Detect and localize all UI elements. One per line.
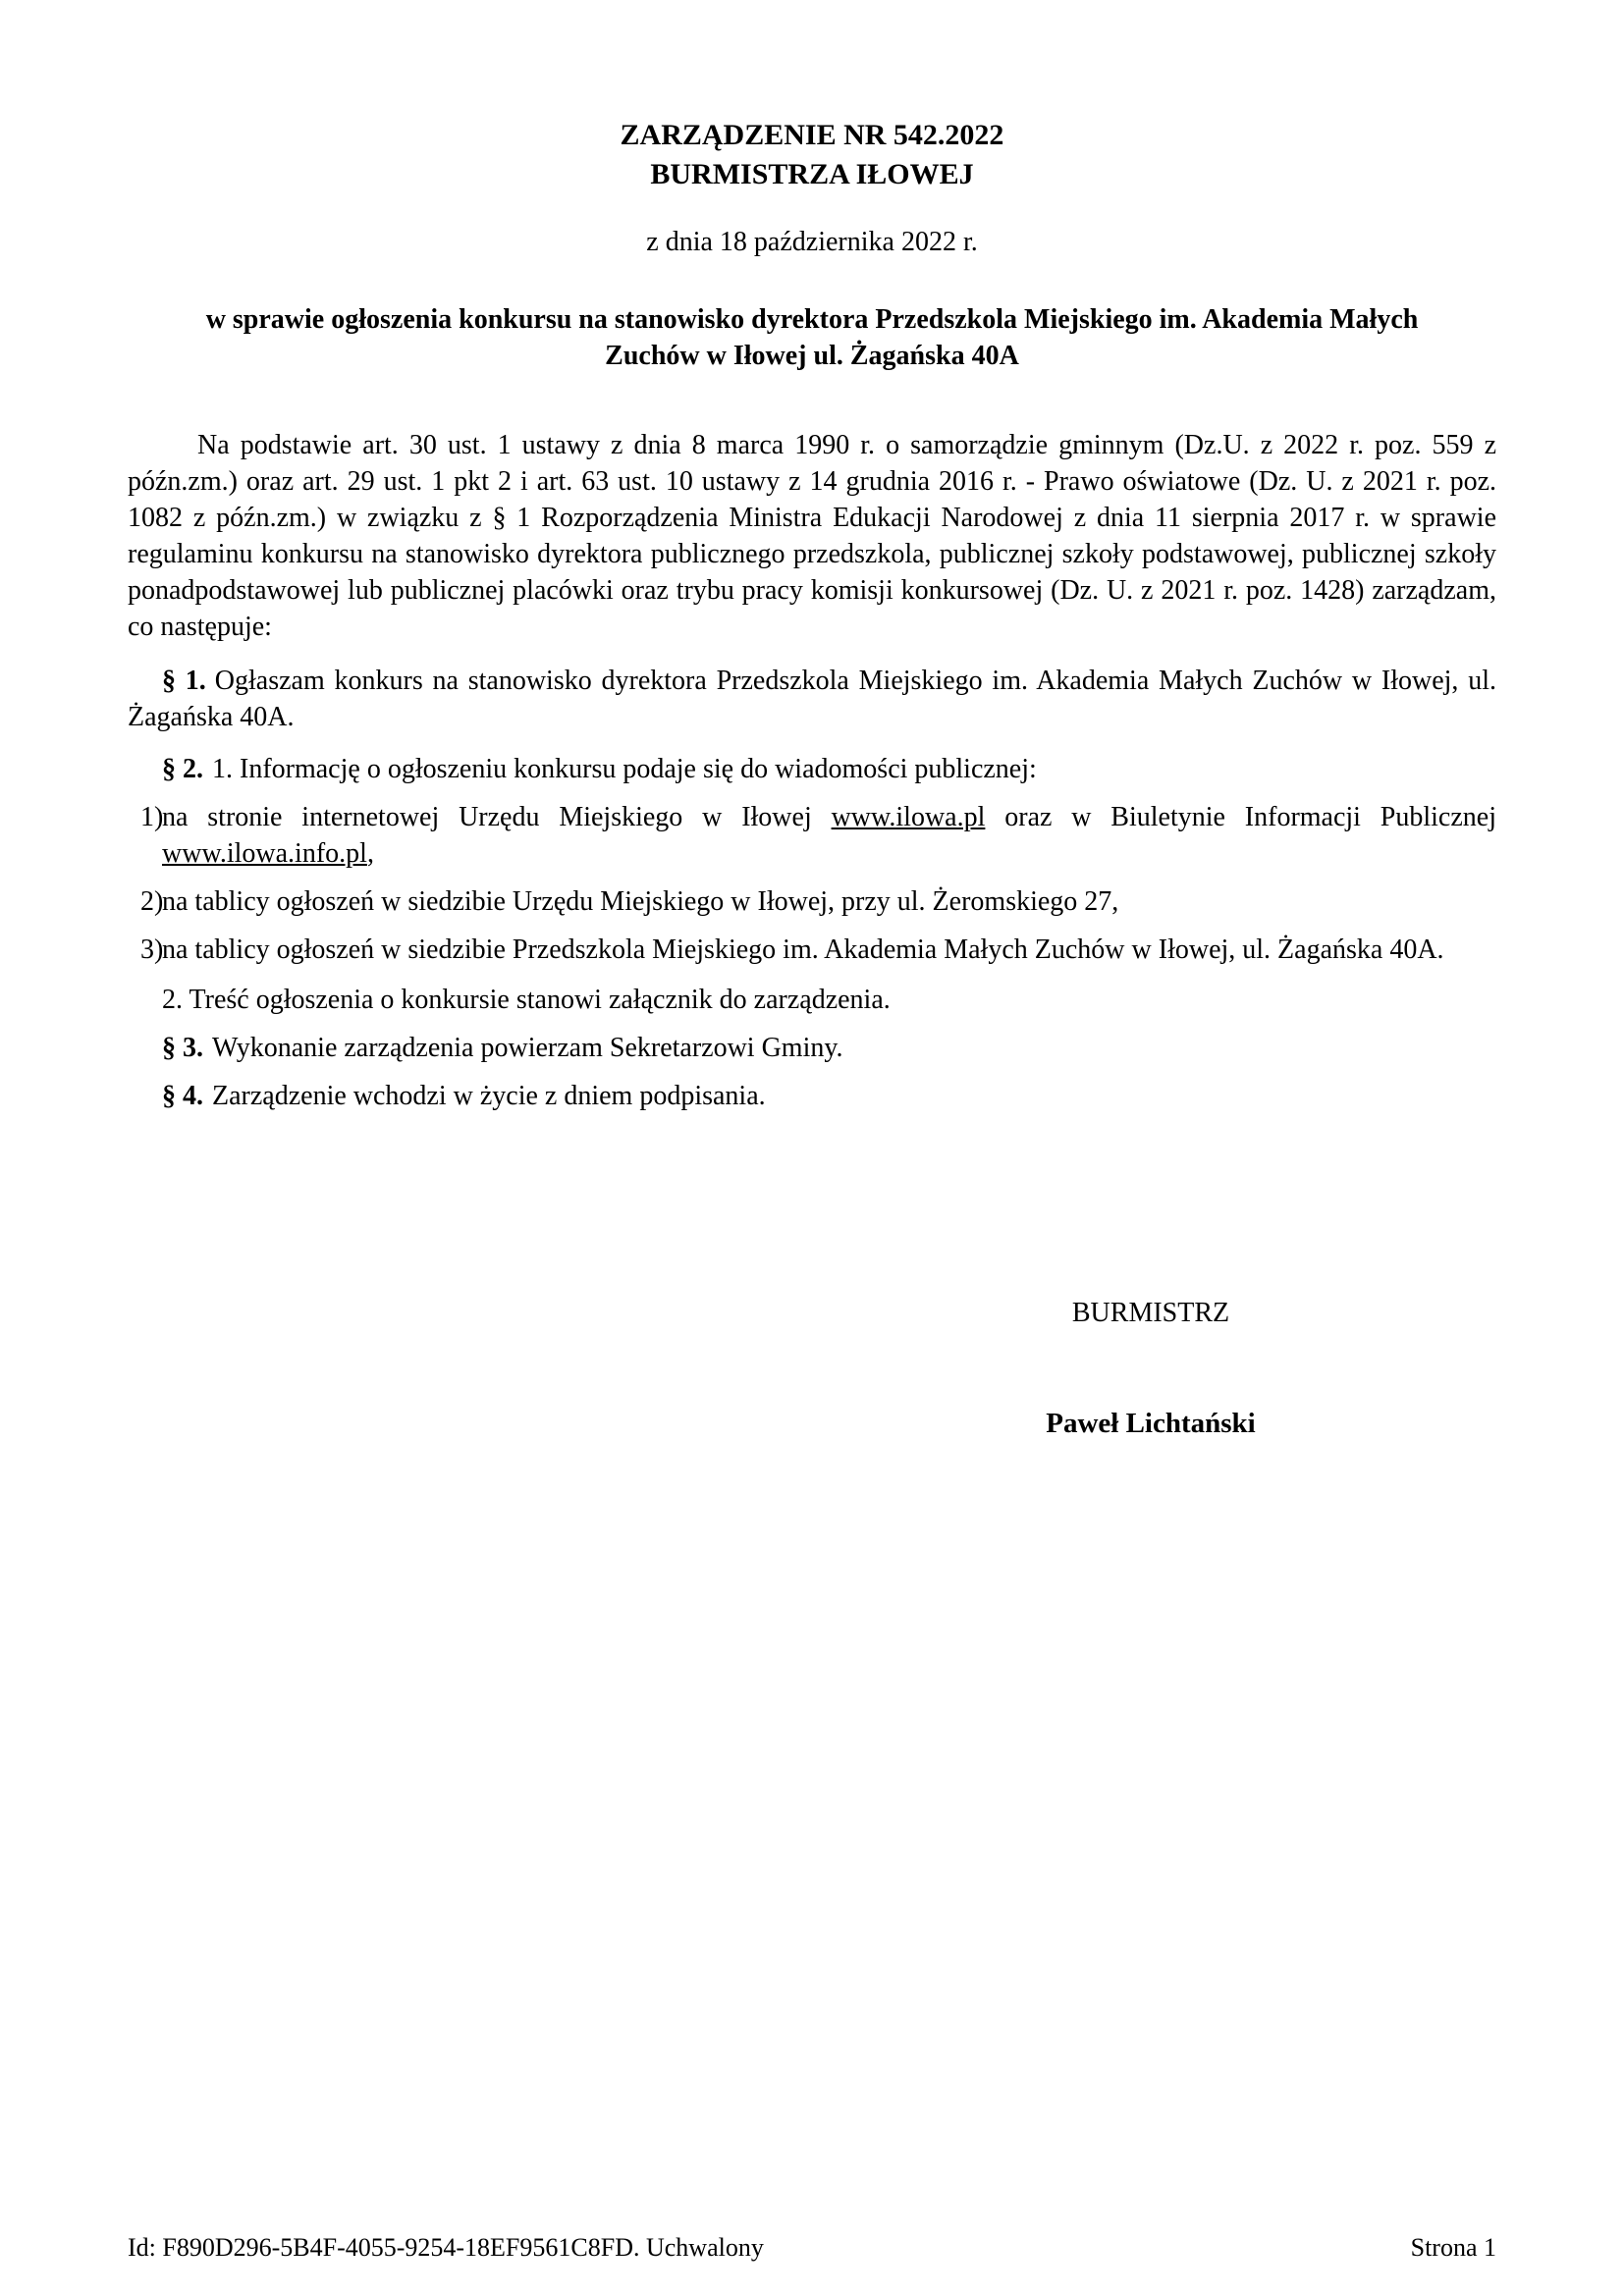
footer-document-id: Id: F890D296-5B4F-4055-9254-18EF9561C8FD. Uchwalony [128, 2233, 764, 2262]
list-item-3-number: 3) [140, 934, 164, 965]
section-4-label: § 4. [162, 1081, 203, 1111]
signature-name: Paweł Lichtański [1046, 1408, 1256, 1439]
list-item-1-number: 1) [140, 802, 164, 832]
document-title [128, 116, 1496, 194]
section-2-paragraph [128, 751, 1496, 787]
section-4-paragraph [128, 1078, 1496, 1114]
section-1-text: Ogłaszam konkurs na stanowisko dyrektora Przedszkola Miejskiego im. Akademia Małych Zuchów w Iłowej, ul. Żagańska 40A. [128, 666, 1496, 732]
footer-page-number: Strona 1 [1410, 2233, 1496, 2262]
section-1-label: § 1. [162, 666, 206, 696]
list-item-1-part-before: na stronie internetowej Urzędu Miejskiego w Iłowej [162, 802, 832, 832]
section-3-paragraph [128, 1030, 1496, 1066]
link-ilowa-info-pl[interactable]: www.ilowa.info.pl [162, 838, 367, 869]
section-3-label: § 3. [162, 1033, 203, 1063]
list-item-2 [140, 883, 1496, 920]
section-1-paragraph [128, 663, 1496, 735]
list-item-2-number: 2) [140, 886, 164, 917]
list-item-3 [140, 932, 1496, 968]
document-date: z dnia 18 października 2022 r. [646, 227, 978, 257]
section-2-text: 1. Informację o ogłoszeniu konkursu podaje się do wiadomości publicznej: [212, 754, 1037, 784]
list-item-1-text [162, 799, 1496, 872]
signature-block [974, 1295, 1327, 1442]
document-title-line1: ZARZĄDZENIE NR 542.2022 [620, 119, 1004, 151]
document-subject: w sprawie ogłoszenia konkursu na stanowisko dyrektora Przedszkola Miejskiego im. Akademia Małych Zuchów w Iłowej ul. Żagańska 40A [205, 304, 1419, 371]
section-2-label: § 2. [162, 754, 203, 784]
link-ilowa-pl[interactable]: www.ilowa.pl [831, 802, 986, 832]
preamble-paragraph: Na podstawie art. 30 ust. 1 ustawy z dnia 8 marca 1990 r. o samorządzie gminnym (Dz.U. z 2022 r. poz. 559 z późn.zm.) oraz art. 29 ust. 1 pkt 2 i art. 63 ust. 10 ustawy z 14 grudnia 2016 r. - Prawo oświatowe (Dz. U. z 2021 r. poz. 1082 z późn.zm.) w związku z § 1 Rozporządzenia Ministra Edukacji Narodowej z dnia 11 sierpnia 2017 r. w sprawie regulaminu konkursu na stanowisko dyrektora publicznego przedszkola, publicznej szkoły podstawowej, publicznej szkoły ponadpodstawowej lub publicznej placówki oraz trybu pracy komisji konkursowej (Dz. U. z 2021 r. poz. 1428) zarządzam, co następuje: [128, 430, 1496, 642]
signature-role: BURMISTRZ [1071, 1298, 1230, 1328]
list-item-3-text: na tablicy ogłoszeń w siedzibie Przedszkola Miejskiego im. Akademia Małych Zuchów w Iłowej, ul. Żagańska 40A. [162, 934, 1444, 965]
section-4-text: Zarządzenie wchodzi w życie z dniem podpisania. [212, 1081, 766, 1111]
list-item-1 [140, 799, 1496, 872]
list-item-2-text: na tablicy ogłoszeń w siedzibie Urzędu Miejskiego w Iłowej, przy ul. Żeromskiego 27, [162, 886, 1119, 917]
page-footer [128, 2233, 1496, 2263]
list-item-1-part-after: , [366, 838, 374, 869]
document-title-line2: BURMISTRZA IŁOWEJ [650, 158, 974, 190]
section-3-text: Wykonanie zarządzenia powierzam Sekretarzowi Gminy. [212, 1033, 843, 1063]
section-2-point-2-paragraph: 2. Treść ogłoszenia o konkursie stanowi załącznik do zarządzenia. [162, 985, 891, 1015]
list-item-1-part-middle: oraz w Biuletynie Informacji Publicznej [985, 802, 1496, 832]
